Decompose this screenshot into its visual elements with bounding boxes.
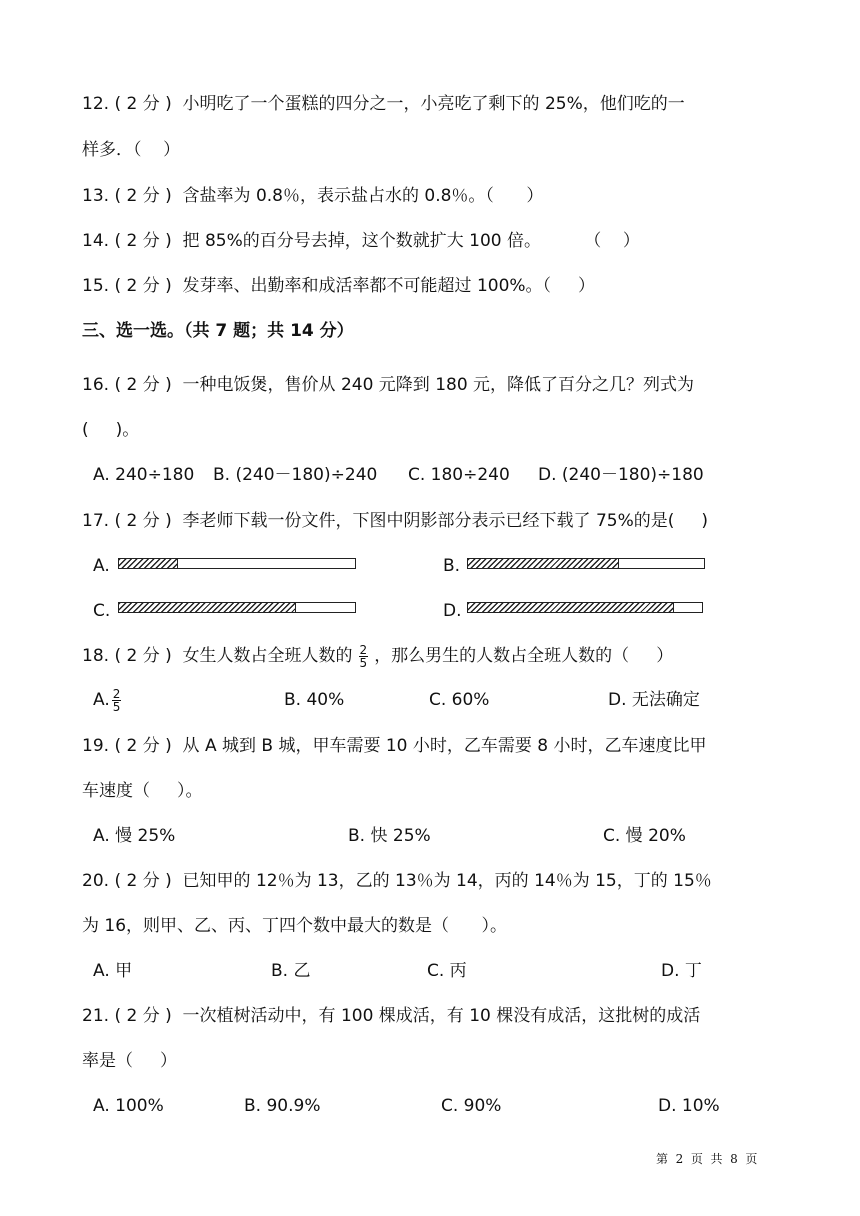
q18-fraction (359, 644, 369, 669)
q18-stem (82, 641, 673, 671)
q17-option-b-progress-bar (467, 558, 705, 569)
q14-line: 14. ( 2 分 ) 把 85%的百分号去掉，这个数就扩大 100 倍。 （ ） (82, 231, 640, 251)
q18-stem-after: ，那么男生的人数占全班人数的（ ） (374, 646, 674, 666)
q18-stem-before: 18. ( 2 分 ) 女生人数占全班人数的 (82, 646, 353, 666)
q16-option-b: B. (240－180)÷240 (213, 465, 378, 485)
q21-option-a: A. 100% (93, 1096, 164, 1116)
q19-option-a: A. 慢 25% (93, 826, 176, 846)
q20-line2: 为 16，则甲、乙、丙、丁四个数中最大的数是（ ）。 (82, 916, 507, 936)
q17-option-b-shaded (468, 559, 619, 568)
q19-line1: 19. ( 2 分 ) 从 A 城到 B 城，甲车需要 10 小时，乙车需要 8 小时，乙车速度比甲 (82, 736, 707, 756)
q18-option-d: D. 无法确定 (608, 690, 700, 710)
q19-line2: 车速度（ ）。 (82, 781, 203, 801)
q13-line: 13. ( 2 分 ) 含盐率为 0.8％，表示盐占水的 0.8％。（ ） (82, 186, 544, 206)
page-footer: 第 2 页 共 8 页 (656, 1152, 758, 1166)
q16-option-d: D. (240－180)÷180 (538, 465, 704, 485)
q17-option-a-shaded (119, 559, 178, 568)
q16-line1: 16. ( 2 分 ) 一种电饭煲，售价从 240 元降到 180 元，降低了百分之几？列式为 (82, 375, 695, 395)
q17-stem: 17. ( 2 分 ) 李老师下载一份文件，下图中阴影部分表示已经下载了 75%的是( ) (82, 511, 709, 531)
q17-option-a-label: A. (93, 556, 110, 576)
q17-option-b-label: B. (443, 556, 461, 576)
q17-option-c-label: C. (93, 601, 111, 621)
q12-line1: 12. ( 2 分 ) 小明吃了一个蛋糕的四分之一，小亮吃了剩下的 25%，他们吃的一 (82, 94, 685, 114)
q16-option-a: A. 240÷180 (93, 465, 195, 485)
q16-option-c: C. 180÷240 (408, 465, 510, 485)
q17-option-d-label: D. (443, 601, 462, 621)
q20-option-b: B. 乙 (271, 961, 311, 981)
q21-option-b: B. 90.9% (244, 1096, 321, 1116)
q18-option-c: C. 60% (429, 690, 490, 710)
q18-option-a-numerator: 2 (112, 686, 121, 701)
q12-line2: 样多．（ ） (82, 140, 181, 160)
q20-option-c: C. 丙 (427, 961, 467, 981)
q21-option-d: D. 10% (658, 1096, 720, 1116)
q20-option-a: A. 甲 (93, 961, 133, 981)
q19-option-c: C. 慢 20% (603, 826, 686, 846)
q18-option-a (93, 682, 123, 718)
q16-line2: ( )。 (82, 420, 140, 440)
q17-option-a-progress-bar (118, 558, 356, 569)
q15-line: 15. ( 2 分 ) 发芽率、出勤率和成活率都不可能超过 100%。（ ） (82, 276, 596, 296)
q18-option-a-fraction (112, 688, 122, 713)
q21-line1: 21. ( 2 分 ) 一次植树活动中，有 100 棵成活，有 10 棵没有成活，这批树的成活 (82, 1006, 701, 1026)
q18-option-a-label: A. (93, 690, 110, 710)
q20-option-d: D. 丁 (661, 961, 702, 981)
q17-option-d-progress-bar (467, 602, 703, 613)
q18-fraction-denominator: 5 (359, 655, 368, 670)
q19-option-b: B. 快 25% (348, 826, 431, 846)
q17-option-c-shaded (119, 603, 296, 612)
q18-option-b: B. 40% (284, 690, 345, 710)
q20-line1: 20. ( 2 分 ) 已知甲的 12％为 13，乙的 13％为 14，丙的 14％为 15，丁的 15％ (82, 871, 712, 891)
q21-line2: 率是（ ） (82, 1051, 178, 1071)
section-3-heading: 三、选一选。（共 7 题；共 14 分） (82, 321, 354, 341)
q21-option-c: C. 90% (441, 1096, 502, 1116)
q18-option-a-denominator: 5 (112, 699, 121, 714)
q18-fraction-numerator: 2 (359, 642, 368, 657)
q17-option-d-shaded (468, 603, 674, 612)
q17-option-c-progress-bar (118, 602, 356, 613)
